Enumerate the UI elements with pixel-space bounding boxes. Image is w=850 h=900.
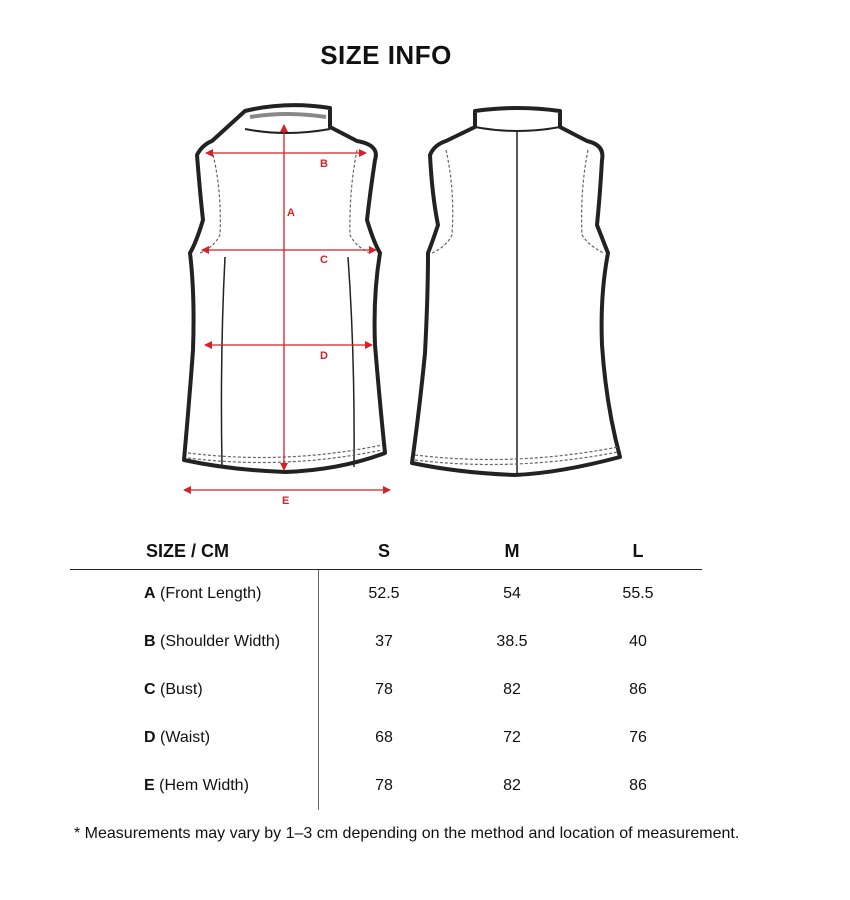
page-title: SIZE INFO bbox=[320, 40, 452, 70]
size-header-l: L bbox=[632, 541, 644, 561]
value-m: 82 bbox=[503, 681, 521, 698]
value-l: 55.5 bbox=[622, 585, 654, 602]
row-name: (Waist) bbox=[160, 729, 211, 746]
garment-illustration bbox=[0, 95, 850, 515]
row-name: (Front Length) bbox=[160, 585, 262, 602]
value-m: 72 bbox=[503, 729, 521, 746]
value-l: 76 bbox=[629, 729, 647, 746]
table-row bbox=[70, 633, 702, 681]
value-m: 38.5 bbox=[496, 633, 528, 650]
row-label bbox=[144, 633, 280, 651]
row-code: C bbox=[144, 681, 156, 698]
dimension-d-label: D bbox=[320, 350, 328, 362]
value-s: 78 bbox=[375, 681, 393, 698]
table-row bbox=[70, 681, 702, 729]
dimension-b-label: B bbox=[320, 158, 328, 170]
row-code: D bbox=[144, 729, 156, 746]
size-table-header bbox=[70, 536, 702, 570]
table-row bbox=[70, 777, 702, 825]
size-header-s: S bbox=[377, 541, 390, 561]
dimension-e-label: E bbox=[282, 495, 290, 507]
row-code: B bbox=[144, 633, 156, 650]
row-label bbox=[144, 777, 249, 795]
row-label bbox=[144, 681, 203, 699]
vest-diagram bbox=[0, 95, 850, 515]
value-s: 68 bbox=[375, 729, 393, 746]
value-s: 78 bbox=[375, 777, 393, 794]
row-name: (Shoulder Width) bbox=[160, 633, 281, 650]
value-l: 86 bbox=[629, 777, 647, 794]
size-header-m: M bbox=[504, 541, 520, 561]
row-label bbox=[144, 585, 261, 603]
dimension-c-label: C bbox=[320, 254, 328, 266]
vest-front bbox=[184, 105, 390, 507]
value-s: 37 bbox=[375, 633, 393, 650]
vest-back bbox=[412, 108, 620, 475]
size-unit-header: SIZE / CM bbox=[146, 541, 230, 561]
row-label bbox=[144, 729, 210, 747]
table-row bbox=[70, 585, 702, 633]
value-l: 40 bbox=[629, 633, 647, 650]
value-s: 52.5 bbox=[368, 585, 400, 602]
value-m: 82 bbox=[503, 777, 521, 794]
row-name: (Hem Width) bbox=[159, 777, 249, 794]
row-code: E bbox=[144, 777, 155, 794]
vest-back-outline bbox=[412, 108, 620, 475]
dimension-a-label: A bbox=[287, 207, 295, 219]
row-code: A bbox=[144, 585, 156, 602]
table-row bbox=[70, 729, 702, 777]
value-m: 54 bbox=[503, 585, 521, 602]
value-l: 86 bbox=[629, 681, 647, 698]
row-name: (Bust) bbox=[160, 681, 203, 698]
measurement-note: * Measurements may vary by 1–3 cm depending on the method and location of measurement. bbox=[74, 825, 740, 842]
